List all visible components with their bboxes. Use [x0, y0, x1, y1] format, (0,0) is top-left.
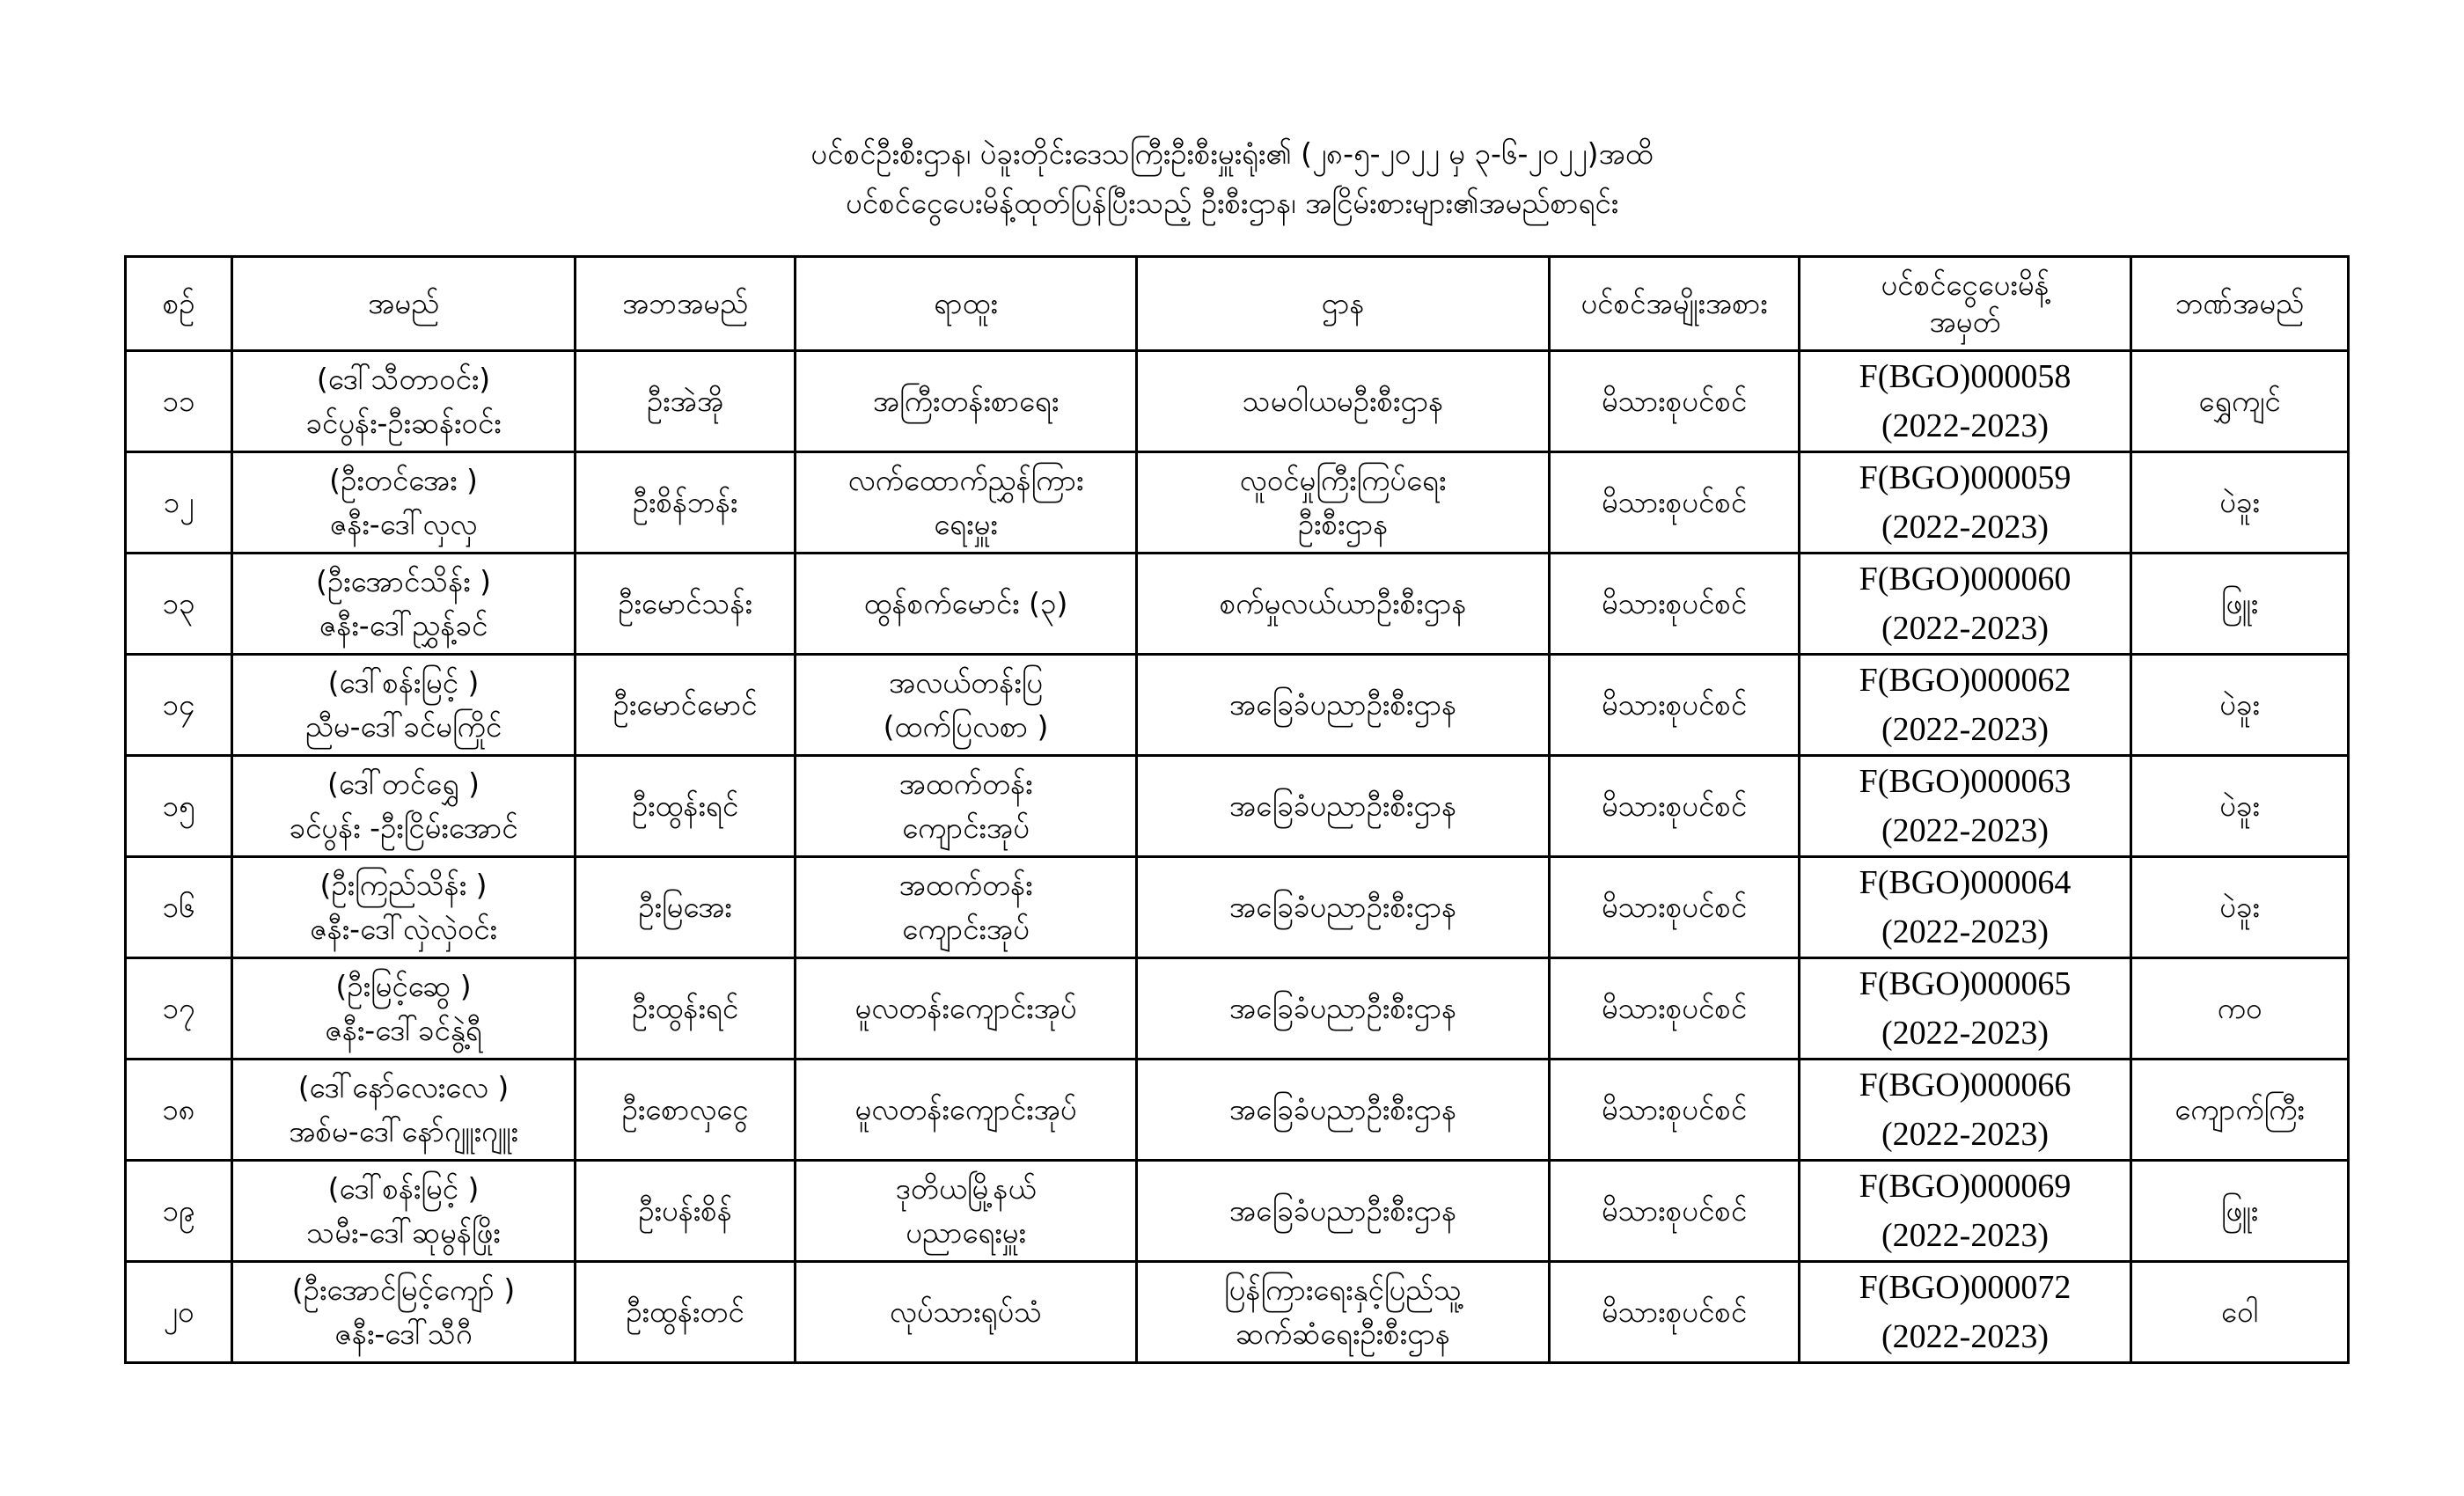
cell-pension-type: မိသားစုပင်စင်	[1550, 554, 1800, 655]
cell-pension-type: မိသားစုပင်စင်	[1550, 1161, 1800, 1262]
table-body	[126, 351, 2349, 1363]
cell-department-line-1: အခြေခံပညာဦးစီးဌာန	[1228, 991, 1457, 1025]
cell-pension-type: မိသားစုပင်စင်	[1550, 756, 1800, 857]
cell-rank	[796, 351, 1137, 452]
cell-rank-line-2: ရေးမှူး	[934, 507, 998, 541]
cell-licence-year: (2022-2023)	[1881, 1217, 2049, 1254]
cell-no: ၂၀	[126, 1262, 232, 1363]
cell-licence	[1800, 857, 2131, 958]
table-row	[126, 452, 2349, 554]
cell-department	[1137, 554, 1550, 655]
cell-department-line-1: အခြေခံပညာဦးစီးဌာန	[1228, 687, 1457, 722]
cell-name-line-2: ဇနီး-ဒေါ်သီဂီ	[334, 1316, 473, 1351]
cell-department	[1137, 756, 1550, 857]
cell-rank	[796, 1262, 1137, 1363]
cell-bank: ရွှေကျင်	[2131, 351, 2349, 452]
cell-name	[232, 857, 576, 958]
table-row	[126, 756, 2349, 857]
cell-department	[1137, 655, 1550, 756]
cell-department-line-1: အခြေခံပညာဦးစီးဌာန	[1228, 788, 1457, 823]
column-header-department: ဌာန	[1137, 257, 1550, 351]
table-row	[126, 857, 2349, 958]
column-header-licence-line-1: ပင်စင်ငွေပေးမိန့်	[1881, 268, 2050, 302]
cell-department-line-2: ဦးစီးဌာန	[1297, 507, 1389, 541]
cell-bank: ကျောက်ကြီး	[2131, 1060, 2349, 1161]
table-row	[126, 1161, 2349, 1262]
table-row	[126, 1060, 2349, 1161]
cell-father: ဦးထွန်းရင်	[576, 958, 796, 1060]
column-header-licence	[1800, 257, 2131, 351]
cell-rank-line-1: အထက်တန်း	[898, 868, 1033, 902]
cell-department	[1137, 1060, 1550, 1161]
cell-rank-line-1: လုပ်သားရုပ်သံ	[889, 1294, 1043, 1329]
column-header-name: အမည်	[232, 257, 576, 351]
cell-name-line-2: ဇနီး-ဒေါ်ညွှန့်ခင်	[319, 608, 488, 642]
cell-father: ဦးမြအေး	[576, 857, 796, 958]
cell-bank: ပဲခူး	[2131, 756, 2349, 857]
cell-name-line-1: (ဒေါ်စန်းမြင့် )	[327, 665, 480, 700]
cell-name-line-2: ညီမ-ဒေါ်ခင်မကြိုင်	[304, 709, 502, 744]
cell-licence-year: (2022-2023)	[1881, 1015, 2049, 1052]
table-header-row	[126, 257, 2349, 351]
cell-name-line-1: (ဒေါ်တင်ရွှေ )	[327, 766, 480, 801]
cell-rank-line-2: ကျောင်းအုပ်	[902, 810, 1030, 845]
cell-rank-line-2: ပညာရေးမှူး	[906, 1215, 1026, 1250]
cell-no: ၁၉	[126, 1161, 232, 1262]
cell-licence-number: F(BGO)000058	[1859, 358, 2072, 395]
cell-name-line-1: (ဒေါ်နော်လေးလေ )	[297, 1070, 510, 1104]
pensioner-table	[124, 255, 2350, 1364]
cell-no: ၁၇	[126, 958, 232, 1060]
cell-bank: ဝေါ	[2131, 1262, 2349, 1363]
cell-no: ၁၃	[126, 554, 232, 655]
cell-no: ၁၂	[126, 452, 232, 554]
cell-licence	[1800, 1060, 2131, 1161]
cell-rank-line-1: မူလတန်းကျောင်းအုပ်	[854, 1092, 1077, 1126]
cell-rank	[796, 756, 1137, 857]
cell-licence	[1800, 958, 2131, 1060]
cell-rank-line-2: ကျောင်းအုပ်	[902, 912, 1030, 946]
cell-licence	[1800, 554, 2131, 655]
cell-name	[232, 1161, 576, 1262]
cell-licence-year: (2022-2023)	[1881, 509, 2049, 546]
cell-no: ၁၁	[126, 351, 232, 452]
cell-name-line-2: ခင်ပွန်း -ဦးငြိမ်းအောင်	[289, 810, 518, 845]
cell-name	[232, 958, 576, 1060]
title-line-1: ပင်စင်ဦးစီးဌာန၊ ပဲခူးတိုင်းဒေသကြီးဦးစီးမှူးရုံး၏ (၂၈-၅-၂၀၂၂ မှ ၃-၆-၂၀၂၂)အထိ	[810, 136, 1654, 171]
cell-pension-type: မိသားစုပင်စင်	[1550, 958, 1800, 1060]
cell-licence-number: F(BGO)000065	[1859, 965, 2072, 1002]
cell-rank	[796, 958, 1137, 1060]
cell-pension-type: မိသားစုပင်စင်	[1550, 1060, 1800, 1161]
table-row	[126, 351, 2349, 452]
cell-licence	[1800, 452, 2131, 554]
cell-licence	[1800, 1161, 2131, 1262]
cell-bank: ပဲခူး	[2131, 655, 2349, 756]
table-row	[126, 958, 2349, 1060]
cell-department-line-1: အခြေခံပညာဦးစီးဌာန	[1228, 890, 1457, 924]
cell-no: ၁၆	[126, 857, 232, 958]
cell-pension-type: မိသားစုပင်စင်	[1550, 655, 1800, 756]
cell-licence-number: F(BGO)000063	[1859, 763, 2072, 800]
cell-department-line-1: ပြန်ကြားရေးနှင့်ပြည်သူ့	[1224, 1272, 1462, 1307]
cell-department-line-1: လူဝင်မှုကြီးကြပ်ရေး	[1239, 463, 1447, 497]
cell-licence-year: (2022-2023)	[1881, 1318, 2049, 1355]
cell-name	[232, 1262, 576, 1363]
cell-licence-year: (2022-2023)	[1881, 610, 2049, 647]
cell-name-line-2: ခင်ပွန်း-ဦးဆန်းဝင်း	[305, 406, 502, 440]
cell-licence-year: (2022-2023)	[1881, 812, 2049, 849]
cell-rank-line-1: လက်ထောက်ညွှန်ကြား	[847, 463, 1084, 497]
cell-department	[1137, 1161, 1550, 1262]
cell-pension-type: မိသားစုပင်စင်	[1550, 857, 1800, 958]
cell-father: ဦးထွန်းတင်	[576, 1262, 796, 1363]
cell-father: ဦးစိန်ဘန်း	[576, 452, 796, 554]
title-line-2: ပင်စင်ငွေပေးမိန့်ထုတ်ပြန်ပြီးသည့် ဦးစီးဌာန၊ အငြိမ်းစားများ၏အမည်စာရင်း	[845, 186, 1619, 220]
cell-rank	[796, 1161, 1137, 1262]
cell-rank-line-1: မူလတန်းကျောင်းအုပ်	[854, 991, 1077, 1025]
cell-pension-type: မိသားစုပင်စင်	[1550, 452, 1800, 554]
cell-licence-year: (2022-2023)	[1881, 913, 2049, 950]
cell-name	[232, 655, 576, 756]
column-header-licence-line-2: အမှတ်	[1929, 304, 2001, 339]
cell-licence-year: (2022-2023)	[1881, 1116, 2049, 1153]
cell-name	[232, 452, 576, 554]
column-header-bank: ဘဏ်အမည်	[2131, 257, 2349, 351]
cell-licence-number: F(BGO)000059	[1859, 459, 2072, 496]
cell-no: ၁၅	[126, 756, 232, 857]
cell-name-line-1: (ဦးတင်အေး )	[329, 463, 478, 497]
cell-licence-number: F(BGO)000066	[1859, 1067, 2072, 1104]
column-header-father: အဘအမည်	[576, 257, 796, 351]
cell-rank	[796, 1060, 1137, 1161]
cell-no: ၁၄	[126, 655, 232, 756]
cell-father: ဦးအဲအို	[576, 351, 796, 452]
cell-department-line-1: အခြေခံပညာဦးစီးဌာန	[1228, 1092, 1457, 1126]
column-header-no: စဉ်	[126, 257, 232, 351]
cell-licence-number: F(BGO)000060	[1859, 561, 2072, 598]
cell-licence-year: (2022-2023)	[1881, 711, 2049, 748]
table-row	[126, 1262, 2349, 1363]
cell-name-line-2: အစ်မ-ဒေါ်နော်ဂျူးဂျူး	[289, 1114, 518, 1148]
cell-name-line-1: (ဦးကြည်သိန်း )	[319, 868, 488, 902]
cell-licence-number: F(BGO)000072	[1859, 1269, 2072, 1306]
cell-name-line-1: (ဒေါ်စန်းမြင့် )	[327, 1171, 480, 1206]
cell-licence	[1800, 655, 2131, 756]
cell-name-line-1: (ဦးအောင်မြင့်ကျော် )	[291, 1272, 516, 1307]
cell-rank-line-1: ထွန်စက်မောင်း (၃)	[863, 586, 1068, 620]
cell-pension-type: မိသားစုပင်စင်	[1550, 351, 1800, 452]
cell-name	[232, 1060, 576, 1161]
cell-department	[1137, 351, 1550, 452]
cell-rank	[796, 452, 1137, 554]
cell-name	[232, 756, 576, 857]
cell-department-line-1: စက်မှုလယ်ယာဦးစီးဌာန	[1219, 586, 1467, 620]
cell-department	[1137, 1262, 1550, 1363]
cell-rank	[796, 655, 1137, 756]
cell-licence-year: (2022-2023)	[1881, 407, 2049, 444]
cell-name-line-1: (ဦးမြင့်ဆွေ )	[335, 969, 472, 1003]
cell-bank: ပဲခူး	[2131, 452, 2349, 554]
cell-father: ဦးမောင်သန်း	[576, 554, 796, 655]
column-header-rank: ရာထူး	[796, 257, 1137, 351]
cell-licence-number: F(BGO)000062	[1859, 662, 2072, 699]
cell-department	[1137, 958, 1550, 1060]
cell-rank	[796, 554, 1137, 655]
cell-no: ၁၈	[126, 1060, 232, 1161]
cell-licence	[1800, 756, 2131, 857]
cell-pension-type: မိသားစုပင်စင်	[1550, 1262, 1800, 1363]
cell-name	[232, 351, 576, 452]
cell-father: ဦးစောလှငွေ	[576, 1060, 796, 1161]
cell-rank-line-1: ဒုတိယမြို့နယ်	[895, 1171, 1037, 1206]
cell-department-line-1: သမဝါယမဦးစီးဌာန	[1242, 384, 1444, 418]
cell-licence	[1800, 351, 2131, 452]
cell-name-line-2: သမီး-ဒေါ်ဆုမွန်ဖြိုး	[306, 1215, 501, 1250]
cell-rank-line-1: အထက်တန်း	[898, 766, 1033, 801]
table-row	[126, 554, 2349, 655]
cell-bank: ဖြူး	[2131, 554, 2349, 655]
cell-father: ဦးပန်းစိန်	[576, 1161, 796, 1262]
cell-bank: ဖြူး	[2131, 1161, 2349, 1262]
cell-name-line-1: (ဒေါ်သီတာဝင်း)	[316, 362, 491, 396]
cell-department-line-1: အခြေခံပညာဦးစီးဌာန	[1228, 1193, 1457, 1228]
cell-rank-line-1: အလယ်တန်းပြ	[888, 665, 1044, 700]
column-header-pension-type: ပင်စင်အမျိုးအစား	[1550, 257, 1800, 351]
table-row	[126, 655, 2349, 756]
cell-rank-line-2: (ထက်ပြလစာ )	[883, 709, 1049, 744]
cell-name-line-2: ဇနီး-ဒေါ်လှလှ	[329, 507, 478, 541]
cell-licence-number: F(BGO)000064	[1859, 864, 2072, 901]
cell-rank	[796, 857, 1137, 958]
cell-licence	[1800, 1262, 2131, 1363]
cell-department	[1137, 857, 1550, 958]
cell-father: ဦးမောင်မောင်	[576, 655, 796, 756]
cell-father: ဦးထွန်းရင်	[576, 756, 796, 857]
cell-department	[1137, 452, 1550, 554]
cell-name-line-2: ဇနီး-ဒေါ်ခင်နွဲ့ရီ	[325, 1013, 482, 1047]
cell-name-line-2: ဇနီး-ဒေါ်လှဲလှဲဝင်း	[310, 912, 497, 946]
cell-rank-line-1: အကြီးတန်းစာရေး	[872, 384, 1060, 418]
cell-name-line-1: (ဦးအောင်သိန်း )	[315, 564, 492, 598]
cell-licence-number: F(BGO)000069	[1859, 1168, 2072, 1205]
document-title	[123, 132, 2341, 231]
cell-bank: ကဝ	[2131, 958, 2349, 1060]
cell-department-line-2: ဆက်ဆံရေးဦးစီးဌာန	[1236, 1316, 1450, 1351]
cell-name	[232, 554, 576, 655]
cell-bank: ပဲခူး	[2131, 857, 2349, 958]
